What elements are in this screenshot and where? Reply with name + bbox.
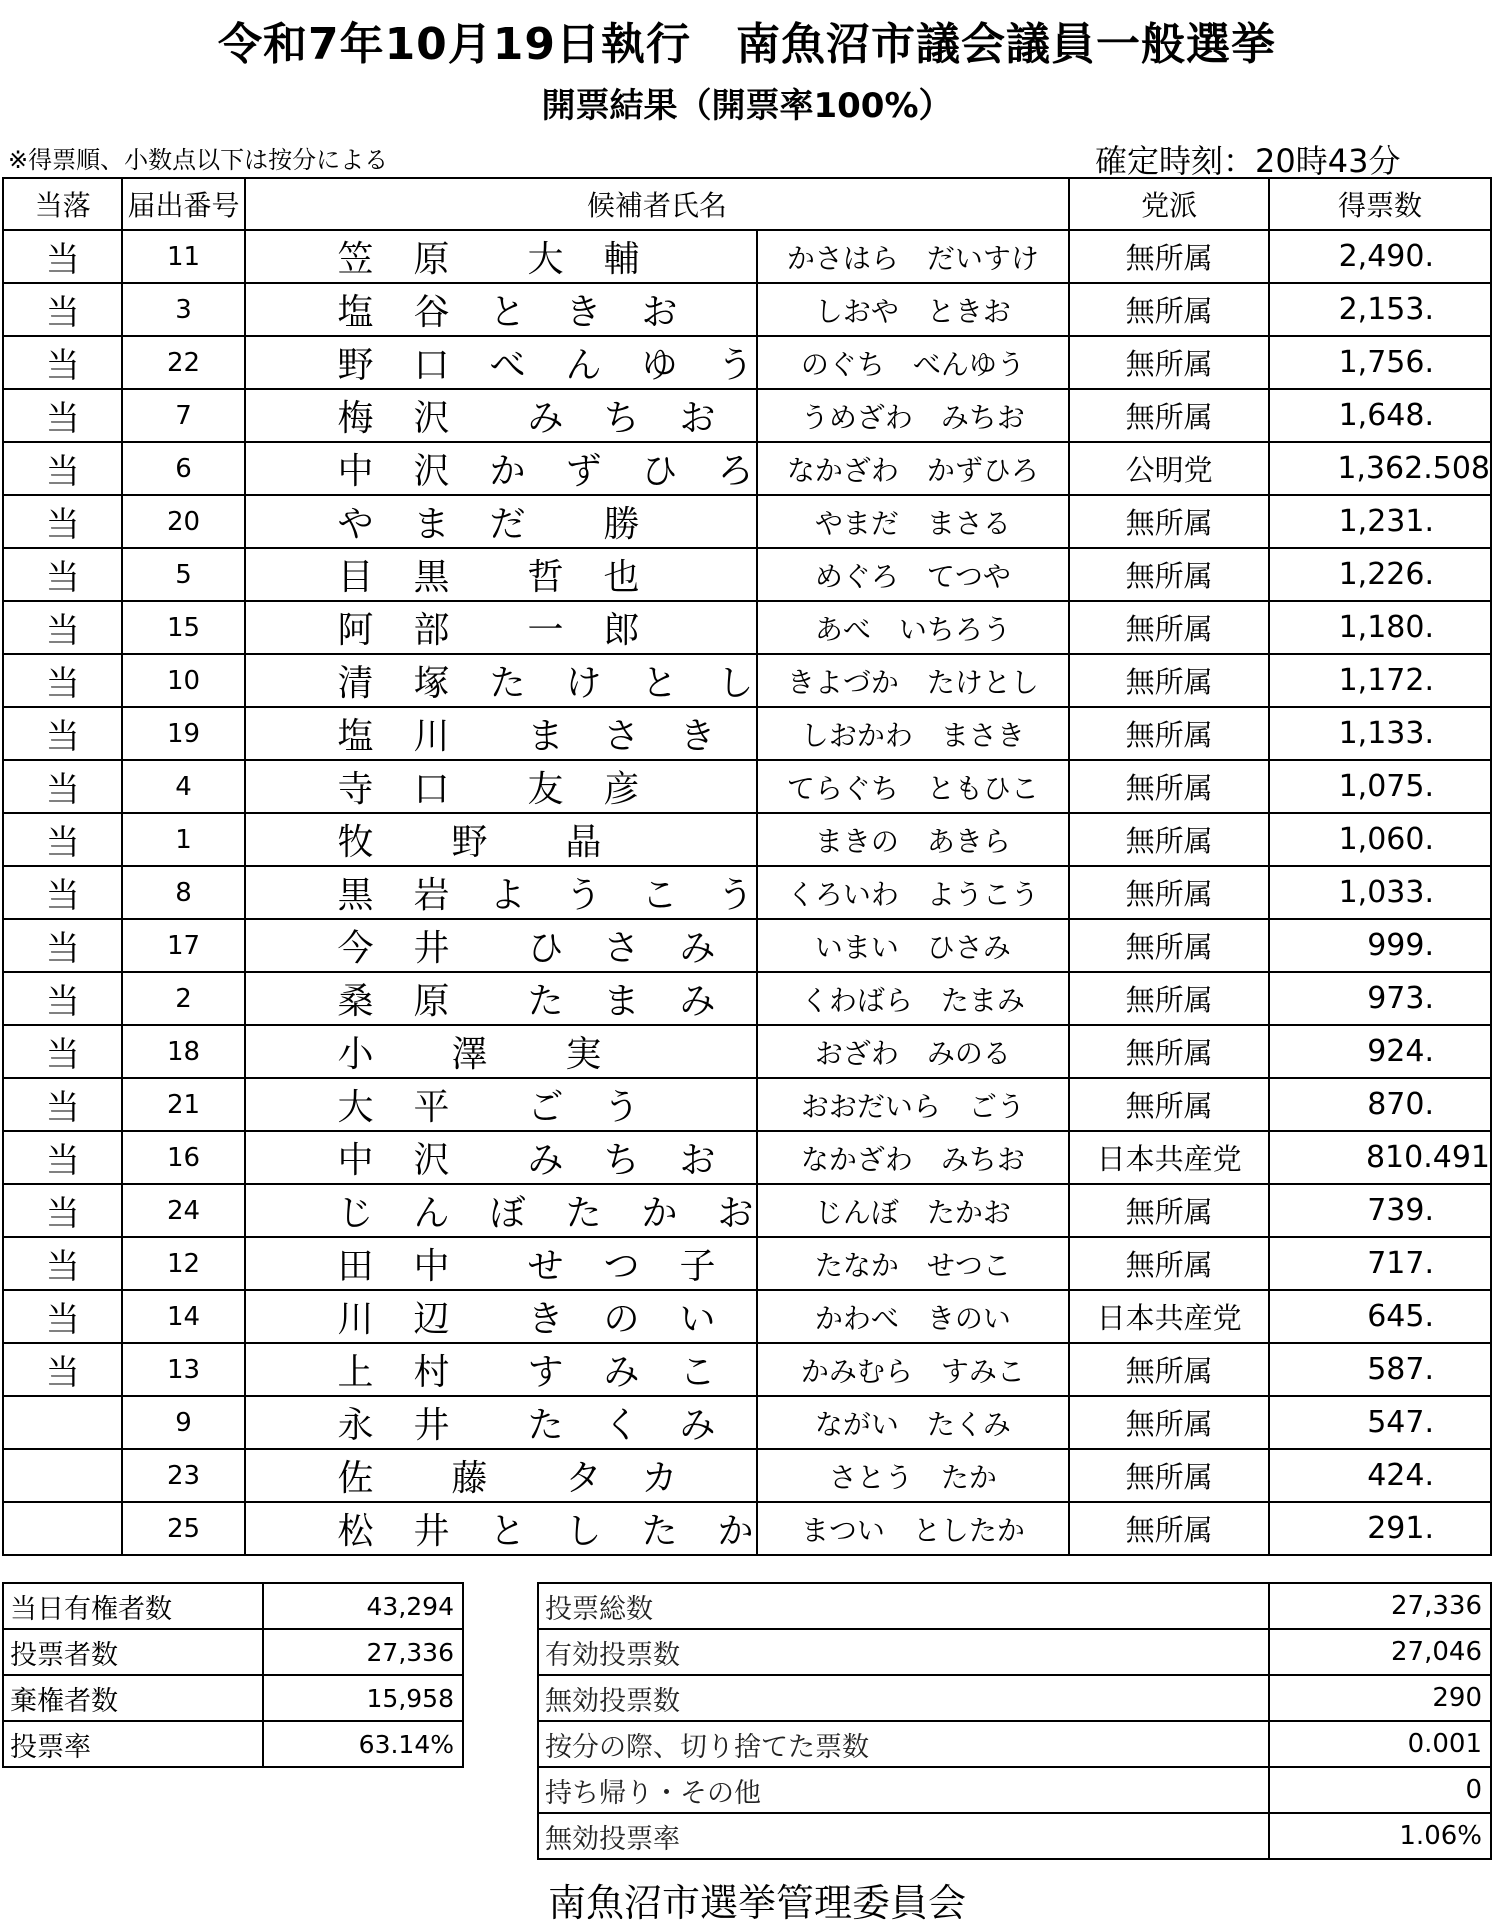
candidate-kana: くろいわ ようこう (757, 866, 1070, 919)
candidate-name-cell (245, 1290, 757, 1343)
result-mark: 当 (3, 760, 122, 813)
summary-right-label: 無効投票数 (538, 1675, 1269, 1721)
candidate-votes-cell (1269, 389, 1491, 442)
candidate-name-cell (245, 389, 757, 442)
result-mark (3, 1396, 122, 1449)
candidate-number: 25 (122, 1502, 244, 1555)
candidate-votes: 1,180. (1338, 610, 1434, 645)
table-row (3, 601, 1491, 654)
candidate-name: 永 井 た く み (337, 1405, 718, 1446)
result-mark: 当 (3, 495, 122, 548)
table-row (3, 1131, 1491, 1184)
result-mark: 当 (3, 230, 122, 283)
col-header-party: 党派 (1069, 178, 1269, 230)
candidate-number: 14 (122, 1290, 244, 1343)
result-mark: 当 (3, 1025, 122, 1078)
candidate-number: 21 (122, 1078, 244, 1131)
candidate-name-cell (245, 1449, 757, 1502)
candidate-number: 23 (122, 1449, 244, 1502)
candidate-kana: しおや ときお (757, 283, 1070, 336)
candidate-kana: かさはら だいすけ (757, 230, 1070, 283)
summary-right-label: 投票総数 (538, 1583, 1269, 1629)
candidate-kana: てらぐち ともひこ (757, 760, 1070, 813)
table-row (3, 1343, 1491, 1396)
candidate-votes: 1,033. (1338, 875, 1434, 910)
table-row (3, 707, 1491, 760)
summary-right-label: 有効投票数 (538, 1629, 1269, 1675)
candidate-votes: 999. (1367, 928, 1434, 963)
candidate-name: 今 井 ひ さ み (337, 928, 718, 969)
candidate-party: 無所属 (1069, 919, 1269, 972)
candidate-number: 1 (122, 813, 244, 866)
candidate-name: 梅 沢 み ち お (337, 398, 718, 439)
result-mark: 当 (3, 813, 122, 866)
result-mark: 当 (3, 601, 122, 654)
table-row (3, 548, 1491, 601)
candidate-number: 22 (122, 336, 244, 389)
candidate-votes-cell (1269, 1237, 1491, 1290)
col-header-name: 候補者氏名 (245, 178, 1070, 230)
candidate-kana: かわべ きのい (757, 1290, 1070, 1343)
summary-left-row (3, 1629, 463, 1675)
candidate-party: 無所属 (1069, 1343, 1269, 1396)
candidate-number: 3 (122, 283, 244, 336)
result-mark: 当 (3, 336, 122, 389)
candidate-kana: さとう たか (757, 1449, 1070, 1502)
candidate-name-cell (245, 1184, 757, 1237)
candidate-name: 中 沢 み ち お (337, 1140, 718, 1181)
candidate-name: じ ん ぼ た か お (337, 1193, 756, 1234)
candidate-number: 24 (122, 1184, 244, 1237)
candidate-party: 無所属 (1069, 1237, 1269, 1290)
result-mark: 当 (3, 389, 122, 442)
candidate-party: 日本共産党 (1069, 1290, 1269, 1343)
candidate-kana: なかざわ みちお (757, 1131, 1070, 1184)
table-row (3, 442, 1491, 495)
table-row (3, 230, 1491, 283)
candidate-party: 無所属 (1069, 1502, 1269, 1555)
candidate-votes-cell (1269, 1131, 1491, 1184)
candidate-number: 11 (122, 230, 244, 283)
summary-left-row (3, 1721, 463, 1767)
candidate-votes: 870. (1367, 1087, 1434, 1122)
candidate-votes-cell (1269, 1290, 1491, 1343)
candidate-kana: うめざわ みちお (757, 389, 1070, 442)
candidate-name-cell (245, 283, 757, 336)
candidate-kana: きよづか たけとし (757, 654, 1070, 707)
candidate-name: 黒 岩 よ う こ う (337, 875, 756, 916)
candidate-number: 9 (122, 1396, 244, 1449)
table-row (3, 283, 1491, 336)
summary-left-label: 投票者数 (3, 1629, 263, 1675)
candidate-votes: 1,756. (1338, 345, 1434, 380)
candidate-party: 公明党 (1069, 442, 1269, 495)
summary-right-label: 持ち帰り・その他 (538, 1767, 1269, 1813)
candidate-party: 無所属 (1069, 389, 1269, 442)
candidate-name-cell (245, 866, 757, 919)
candidate-number: 20 (122, 495, 244, 548)
candidate-kana: めぐろ てつや (757, 548, 1070, 601)
note-text: ※得票順、小数点以下は按分による (8, 146, 389, 174)
candidate-name-cell (245, 813, 757, 866)
candidate-party: 無所属 (1069, 283, 1269, 336)
candidate-votes: 645. (1367, 1299, 1434, 1334)
candidate-votes-cell (1269, 1396, 1491, 1449)
candidate-number: 8 (122, 866, 244, 919)
summary-left-row (3, 1583, 463, 1629)
candidate-number: 17 (122, 919, 244, 972)
summary-right-value: 290 (1269, 1675, 1491, 1721)
candidate-name-cell (245, 495, 757, 548)
candidate-name: 松 井 と し た か (337, 1511, 756, 1552)
candidate-votes-cell (1269, 919, 1491, 972)
candidate-name: 笠 原 大 輔 (337, 239, 642, 280)
table-row (3, 1025, 1491, 1078)
candidate-name-cell (245, 654, 757, 707)
candidate-name-cell (245, 548, 757, 601)
candidate-votes-cell (1269, 1184, 1491, 1237)
candidate-number: 15 (122, 601, 244, 654)
summary-left-label: 棄権者数 (3, 1675, 263, 1721)
candidate-name: 目 黒 哲 也 (337, 557, 642, 598)
candidate-party: 無所属 (1069, 336, 1269, 389)
table-row (3, 919, 1491, 972)
candidate-votes-cell (1269, 283, 1491, 336)
candidate-party: 無所属 (1069, 1184, 1269, 1237)
candidate-number: 4 (122, 760, 244, 813)
candidate-kana: いまい ひさみ (757, 919, 1070, 972)
candidate-kana: おおだいら ごう (757, 1078, 1070, 1131)
candidate-name: 田 中 せ つ 子 (337, 1246, 718, 1287)
candidate-votes-cell (1269, 1502, 1491, 1555)
candidate-name: 中 沢 か ず ひ ろ (337, 451, 756, 492)
summary-right-value: 0 (1269, 1767, 1491, 1813)
summary-left-value: 15,958 (263, 1675, 463, 1721)
candidate-kana: じんぼ たかお (757, 1184, 1070, 1237)
summary-right-label: 無効投票率 (538, 1813, 1269, 1859)
candidate-votes: 1,060. (1338, 822, 1434, 857)
summary-left-value: 43,294 (263, 1583, 463, 1629)
candidate-name-cell (245, 336, 757, 389)
summary-right-row (538, 1629, 1491, 1675)
result-mark: 当 (3, 919, 122, 972)
result-mark: 当 (3, 283, 122, 336)
results-header-row (3, 178, 1491, 230)
result-mark: 当 (3, 866, 122, 919)
table-row (3, 389, 1491, 442)
candidate-votes: 424. (1367, 1458, 1434, 1493)
candidate-name-cell (245, 1025, 757, 1078)
result-mark: 当 (3, 654, 122, 707)
summary-right-row (538, 1721, 1491, 1767)
candidate-kana: おざわ みのる (757, 1025, 1070, 1078)
candidate-name-cell (245, 1343, 757, 1396)
candidate-name-cell (245, 442, 757, 495)
result-mark: 当 (3, 1078, 122, 1131)
candidate-name: 牧 野 晶 (337, 822, 604, 863)
candidate-votes: 547. (1367, 1405, 1434, 1440)
table-row (3, 813, 1491, 866)
candidate-party: 無所属 (1069, 654, 1269, 707)
table-row (3, 1449, 1491, 1502)
result-mark: 当 (3, 548, 122, 601)
candidate-party: 無所属 (1069, 1449, 1269, 1502)
col-header-number: 届出番号 (122, 178, 244, 230)
candidate-name-cell (245, 1396, 757, 1449)
candidate-name: 清 塚 た け と し (337, 663, 756, 704)
candidate-kana: まつい としたか (757, 1502, 1070, 1555)
candidate-votes: 2,490. (1338, 239, 1434, 274)
table-row (3, 1290, 1491, 1343)
candidate-kana: やまだ まさる (757, 495, 1070, 548)
candidate-votes: 973. (1367, 981, 1434, 1016)
summary-right-value: 1.06% (1269, 1813, 1491, 1859)
candidate-kana: なかざわ かずひろ (757, 442, 1070, 495)
results-table (2, 177, 1492, 1556)
result-mark: 当 (3, 1131, 122, 1184)
candidate-name: 川 辺 き の い (337, 1299, 718, 1340)
candidate-name: 上 村 す み こ (337, 1352, 718, 1393)
result-mark: 当 (3, 1290, 122, 1343)
candidate-votes: 924. (1367, 1034, 1434, 1069)
candidate-party: 無所属 (1069, 972, 1269, 1025)
table-row (3, 495, 1491, 548)
candidate-name: 野 口 べ ん ゆ う (337, 345, 756, 386)
footer-committee: 南魚沼市選挙管理委員会 (547, 1881, 966, 1925)
candidate-votes: 291. (1367, 1511, 1434, 1546)
candidate-name: 桑 原 た ま み (337, 981, 718, 1022)
candidate-name: 阿 部 一 郎 (337, 610, 642, 651)
summary-left-row (3, 1675, 463, 1721)
candidate-name: 大 平 ご う (337, 1087, 642, 1128)
summary-left-value: 63.14% (263, 1721, 463, 1767)
candidate-votes-cell (1269, 866, 1491, 919)
candidate-name-cell (245, 919, 757, 972)
result-mark: 当 (3, 707, 122, 760)
candidate-name: や ま だ 勝 (337, 504, 642, 545)
summary-right-value: 27,046 (1269, 1629, 1491, 1675)
candidate-party: 無所属 (1069, 495, 1269, 548)
candidate-votes-cell (1269, 1343, 1491, 1396)
result-mark: 当 (3, 1237, 122, 1290)
result-mark (3, 1502, 122, 1555)
candidate-name: 塩 谷 と き お (337, 292, 680, 333)
candidate-votes-cell (1269, 495, 1491, 548)
result-mark: 当 (3, 1343, 122, 1396)
candidate-votes: 810.491 (1365, 1140, 1490, 1175)
col-header-result: 当落 (3, 178, 122, 230)
candidate-kana: くわばら たまみ (757, 972, 1070, 1025)
summary-right-row (538, 1767, 1491, 1813)
candidate-votes-cell (1269, 442, 1491, 495)
candidate-name: 小 澤 実 (337, 1034, 604, 1075)
candidate-votes: 717. (1367, 1246, 1434, 1281)
candidate-votes: 1,648. (1338, 398, 1434, 433)
summary-left-label: 当日有権者数 (3, 1583, 263, 1629)
candidate-number: 2 (122, 972, 244, 1025)
table-row (3, 760, 1491, 813)
candidate-party: 無所属 (1069, 1025, 1269, 1078)
candidate-votes: 739. (1367, 1193, 1434, 1228)
candidate-party: 無所属 (1069, 866, 1269, 919)
candidate-votes-cell (1269, 601, 1491, 654)
summary-left-value: 27,336 (263, 1629, 463, 1675)
table-row (3, 336, 1491, 389)
result-mark: 当 (3, 972, 122, 1025)
candidate-number: 7 (122, 389, 244, 442)
candidate-votes: 1,362.508 (1337, 451, 1490, 486)
candidate-votes-cell (1269, 654, 1491, 707)
summary-left-label: 投票率 (3, 1721, 263, 1767)
candidate-votes-cell (1269, 1078, 1491, 1131)
candidate-name: 塩 川 ま さ き (337, 716, 718, 757)
col-header-votes: 得票数 (1269, 178, 1491, 230)
candidate-kana: たなか せつこ (757, 1237, 1070, 1290)
candidate-kana: まきの あきら (757, 813, 1070, 866)
summary-right-row (538, 1813, 1491, 1859)
summary-right-row (538, 1583, 1491, 1629)
candidate-votes-cell (1269, 336, 1491, 389)
candidate-name-cell (245, 972, 757, 1025)
candidate-number: 5 (122, 548, 244, 601)
candidate-name-cell (245, 760, 757, 813)
page-subtitle: 開票結果（開票率100%） (541, 86, 953, 126)
candidate-votes: 1,226. (1338, 557, 1434, 592)
summary-right-label: 按分の際、切り捨てた票数 (538, 1721, 1269, 1767)
candidate-number: 13 (122, 1343, 244, 1396)
candidate-party: 無所属 (1069, 813, 1269, 866)
candidate-party: 日本共産党 (1069, 1131, 1269, 1184)
candidate-votes-cell (1269, 230, 1491, 283)
table-row (3, 972, 1491, 1025)
result-mark: 当 (3, 442, 122, 495)
candidate-kana: あべ いちろう (757, 601, 1070, 654)
candidate-party: 無所属 (1069, 707, 1269, 760)
candidate-votes: 1,133. (1338, 716, 1434, 751)
candidate-votes-cell (1269, 813, 1491, 866)
candidate-kana: のぐち べんゆう (757, 336, 1070, 389)
candidate-kana: ながい たくみ (757, 1396, 1070, 1449)
page-title: 令和7年10月19日執行 南魚沼市議会議員一般選挙 (217, 19, 1277, 70)
candidate-name-cell (245, 1237, 757, 1290)
candidate-name: 寺 口 友 彦 (337, 769, 642, 810)
candidate-votes-cell (1269, 548, 1491, 601)
candidate-name-cell (245, 1131, 757, 1184)
candidate-party: 無所属 (1069, 601, 1269, 654)
candidate-votes: 1,231. (1338, 504, 1434, 539)
confirmed-time: 確定時刻：20時43分 (1095, 142, 1401, 180)
summary-voters-table (2, 1582, 464, 1768)
candidate-name: 佐 藤 タ カ (337, 1458, 680, 1499)
result-mark: 当 (3, 1184, 122, 1237)
table-row (3, 1237, 1491, 1290)
candidate-party: 無所属 (1069, 230, 1269, 283)
summary-right-row (538, 1675, 1491, 1721)
candidate-party: 無所属 (1069, 1396, 1269, 1449)
summary-right-value: 0.001 (1269, 1721, 1491, 1767)
candidate-number: 16 (122, 1131, 244, 1184)
summary-right-value: 27,336 (1269, 1583, 1491, 1629)
candidate-number: 10 (122, 654, 244, 707)
candidate-votes-cell (1269, 760, 1491, 813)
summary-ballots-table (537, 1582, 1492, 1860)
candidate-votes: 2,153. (1338, 292, 1434, 327)
candidate-number: 12 (122, 1237, 244, 1290)
result-mark (3, 1449, 122, 1502)
candidate-name-cell (245, 707, 757, 760)
candidate-party: 無所属 (1069, 1078, 1269, 1131)
candidate-name-cell (245, 1078, 757, 1131)
table-row (3, 1502, 1491, 1555)
table-row (3, 654, 1491, 707)
candidate-number: 18 (122, 1025, 244, 1078)
candidate-votes-cell (1269, 1449, 1491, 1502)
table-row (3, 866, 1491, 919)
candidate-votes-cell (1269, 972, 1491, 1025)
candidate-votes: 1,172. (1338, 663, 1434, 698)
candidate-party: 無所属 (1069, 760, 1269, 813)
candidate-name-cell (245, 1502, 757, 1555)
candidate-votes: 587. (1367, 1352, 1434, 1387)
candidate-name-cell (245, 601, 757, 654)
table-row (3, 1396, 1491, 1449)
candidate-votes-cell (1269, 707, 1491, 760)
table-row (3, 1184, 1491, 1237)
candidate-kana: しおかわ まさき (757, 707, 1070, 760)
candidate-kana: かみむら すみこ (757, 1343, 1070, 1396)
table-row (3, 1078, 1491, 1131)
candidate-votes-cell (1269, 1025, 1491, 1078)
candidate-votes: 1,075. (1338, 769, 1434, 804)
candidate-number: 6 (122, 442, 244, 495)
candidate-number: 19 (122, 707, 244, 760)
candidate-party: 無所属 (1069, 548, 1269, 601)
candidate-name-cell (245, 230, 757, 283)
